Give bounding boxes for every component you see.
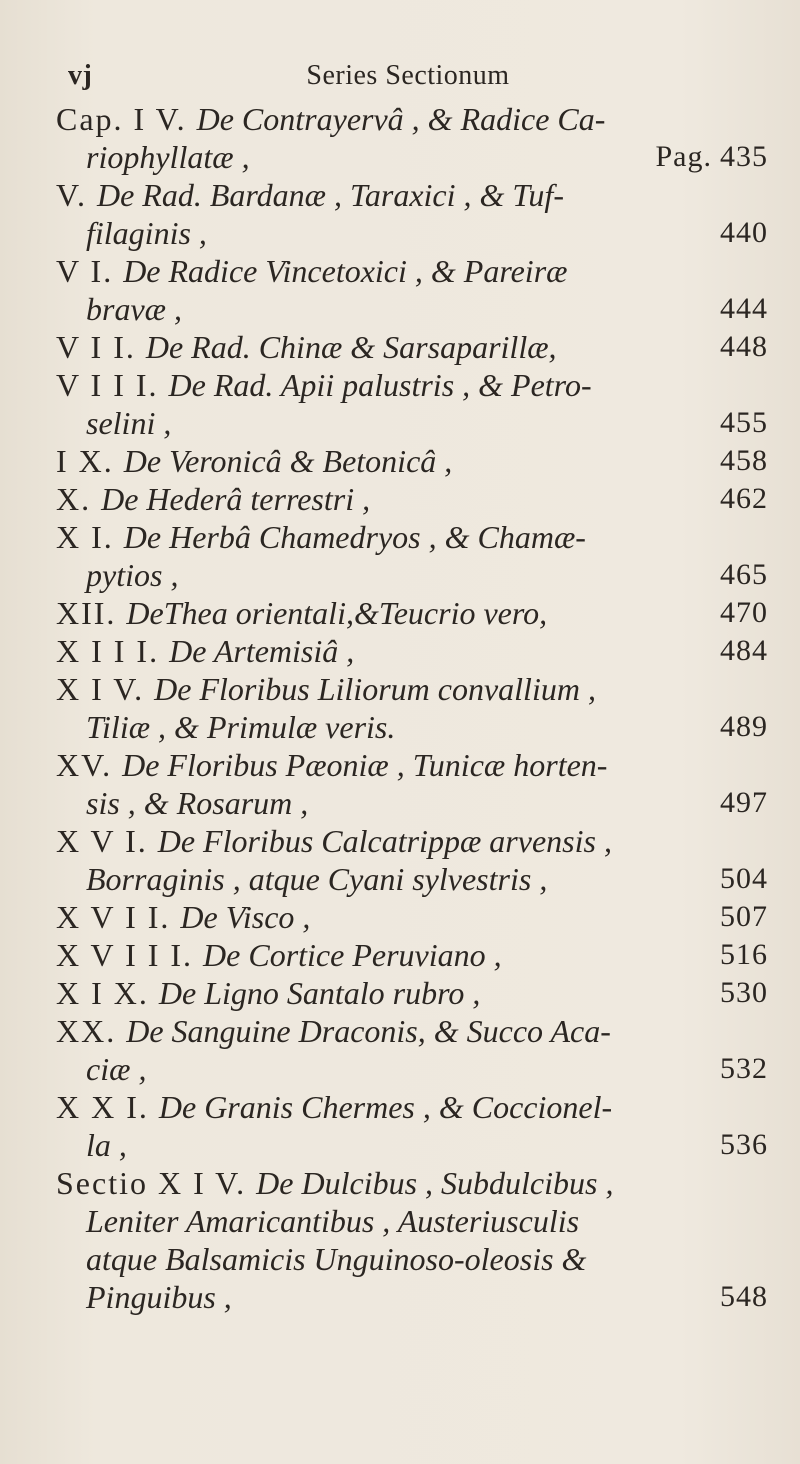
- page-number: 489: [720, 710, 768, 743]
- page-number: 536: [720, 1128, 768, 1161]
- toc-entry-line: [56, 1126, 768, 1164]
- chapter-title: DeThea orientali,&Teucrio vero,: [126, 595, 548, 631]
- page-number: 435: [720, 140, 768, 173]
- page-number: 532: [720, 1052, 768, 1085]
- toc-entry-line: [56, 708, 768, 746]
- chapter-title: selini ,: [86, 405, 172, 441]
- toc-entry: [56, 822, 768, 898]
- chapter-title: sis , & Rosarum ,: [86, 785, 309, 821]
- toc-entry-line: [56, 290, 768, 328]
- toc-entry-line: [56, 1202, 768, 1240]
- toc-entry: [56, 366, 768, 442]
- toc-entry: [56, 252, 768, 328]
- table-of-contents: [56, 100, 768, 1316]
- toc-entry-line: [56, 1240, 768, 1278]
- chapter-title: pytios ,: [86, 557, 179, 593]
- chapter-title: Leniter Amaricantibus , Austeriusculis: [86, 1203, 580, 1239]
- toc-entry-line: [56, 936, 768, 974]
- toc-entry-line: [56, 974, 768, 1012]
- chapter-number: I X.: [56, 443, 114, 479]
- toc-entry-line: [56, 404, 768, 442]
- toc-entry-line: [56, 746, 768, 784]
- page-number: 465: [720, 558, 768, 591]
- chapter-title: Pinguibus ,: [86, 1279, 232, 1315]
- toc-entry-line: [56, 442, 768, 480]
- chapter-number: XII.: [56, 595, 117, 631]
- chapter-title: De Ligno Santalo rubro ,: [158, 975, 481, 1011]
- chapter-title: De Artemisiâ ,: [169, 633, 355, 669]
- chapter-title: filaginis ,: [86, 215, 207, 251]
- page-number: 455: [720, 406, 768, 439]
- page-number: 548: [720, 1280, 768, 1313]
- page-number: 516: [720, 938, 768, 971]
- page-reference: [720, 936, 768, 974]
- toc-entry: [56, 594, 768, 632]
- toc-entry-line: [56, 670, 768, 708]
- chapter-number: X I I I.: [56, 633, 160, 669]
- chapter-number: X.: [56, 481, 92, 517]
- chapter-number: V I I.: [56, 329, 136, 365]
- page-number: 504: [720, 862, 768, 895]
- toc-entry: [56, 1088, 768, 1164]
- toc-entry: [56, 746, 768, 822]
- page-number: 507: [720, 900, 768, 933]
- chapter-number: Sectio X I V.: [56, 1165, 247, 1201]
- page-reference: [720, 480, 768, 518]
- chapter-number: Cap. I V.: [56, 101, 187, 137]
- chapter-title: De Rad. Bardanæ , Taraxici , & Tuf-: [96, 177, 564, 213]
- page-reference: [720, 974, 768, 1012]
- page-number: 470: [720, 596, 768, 629]
- chapter-number: XV.: [56, 747, 113, 783]
- chapter-number: X I V.: [56, 671, 145, 707]
- toc-entry: [56, 974, 768, 1012]
- folio-number: vj: [68, 60, 93, 91]
- toc-entry-line: [56, 1164, 768, 1202]
- chapter-title: De Contrayervâ , & Radice Ca-: [196, 101, 606, 137]
- toc-entry: [56, 100, 768, 176]
- toc-entry: [56, 1164, 768, 1316]
- toc-entry: [56, 1012, 768, 1088]
- page-reference: [720, 1050, 768, 1088]
- chapter-title: De Floribus Calcatrippæ arvensis ,: [157, 823, 612, 859]
- chapter-title: De Veronicâ & Betonicâ ,: [123, 443, 453, 479]
- toc-entry-line: [56, 1088, 768, 1126]
- chapter-title: riophyllatæ ,: [86, 139, 250, 175]
- chapter-number: X V I I.: [56, 899, 171, 935]
- chapter-number: X X I.: [56, 1089, 149, 1125]
- chapter-title: De Herbâ Chamedryos , & Chamæ-: [123, 519, 586, 555]
- toc-entry: [56, 480, 768, 518]
- toc-entry-line: [56, 632, 768, 670]
- page-number: 497: [720, 786, 768, 819]
- chapter-title: De Dulcibus , Subdulcibus ,: [256, 1165, 614, 1201]
- toc-entry-line: [56, 898, 768, 936]
- toc-entry-line: [56, 594, 768, 632]
- page-reference: [720, 404, 768, 442]
- toc-entry: [56, 670, 768, 746]
- page-number: 444: [720, 292, 768, 325]
- chapter-title: De Rad. Chinæ & Sarsaparillæ,: [145, 329, 557, 365]
- page-reference: [720, 328, 768, 366]
- page-reference: [720, 784, 768, 822]
- toc-entry: [56, 328, 768, 366]
- page-number: 484: [720, 634, 768, 667]
- page-reference: [720, 594, 768, 632]
- toc-entry-line: [56, 556, 768, 594]
- page-number: 448: [720, 330, 768, 363]
- toc-entry-line: [56, 100, 768, 138]
- chapter-title: De Hederâ terrestri ,: [101, 481, 371, 517]
- page-reference: [720, 1126, 768, 1164]
- page-number: 462: [720, 482, 768, 515]
- chapter-number: X V I.: [56, 823, 148, 859]
- chapter-title: De Radice Vincetoxici , & Pareiræ: [123, 253, 568, 289]
- toc-entry-line: [56, 1278, 768, 1316]
- chapter-number: XX.: [56, 1013, 117, 1049]
- chapter-title: De Granis Chermes , & Coccionel-: [158, 1089, 613, 1125]
- chapter-number: V.: [56, 177, 87, 213]
- page-reference: [720, 708, 768, 746]
- toc-entry-line: [56, 366, 768, 404]
- toc-entry-line: [56, 518, 768, 556]
- chapter-number: V I I I.: [56, 367, 159, 403]
- running-title: Series Sectionum: [306, 60, 510, 91]
- page-reference: [656, 138, 769, 176]
- page-header: [56, 60, 760, 96]
- chapter-number: X V I I I.: [56, 937, 194, 973]
- page-reference: [720, 556, 768, 594]
- toc-entry-line: [56, 860, 768, 898]
- toc-entry: [56, 442, 768, 480]
- chapter-title: bravæ ,: [86, 291, 182, 327]
- page-reference: [720, 632, 768, 670]
- chapter-title: De Cortice Peruviano ,: [203, 937, 502, 973]
- chapter-title: De Rad. Apii palustris , & Petro-: [168, 367, 592, 403]
- chapter-title: De Visco ,: [180, 899, 311, 935]
- page-reference: [720, 1278, 768, 1316]
- page-number: 440: [720, 216, 768, 249]
- page-reference: [720, 442, 768, 480]
- chapter-title: De Floribus Liliorum convallium ,: [154, 671, 596, 707]
- page-number: 530: [720, 976, 768, 1009]
- toc-entry-line: [56, 176, 768, 214]
- toc-entry-line: [56, 214, 768, 252]
- chapter-number: V I.: [56, 253, 114, 289]
- page-reference: [720, 214, 768, 252]
- chapter-title: Tiliæ , & Primulæ veris.: [86, 709, 396, 745]
- toc-entry-line: [56, 822, 768, 860]
- chapter-title: atque Balsamicis Unguinoso-oleosis &: [86, 1241, 587, 1277]
- toc-entry-line: [56, 1012, 768, 1050]
- toc-entry: [56, 898, 768, 936]
- toc-entry: [56, 936, 768, 974]
- toc-entry-line: [56, 480, 768, 518]
- page-label: Pag.: [655, 140, 712, 173]
- page-reference: [720, 290, 768, 328]
- toc-entry: [56, 632, 768, 670]
- toc-entry: [56, 518, 768, 594]
- chapter-title: De Floribus Pæoniæ , Tunicæ horten-: [122, 747, 608, 783]
- chapter-title: la ,: [86, 1127, 127, 1163]
- page-reference: [720, 898, 768, 936]
- page-number: 458: [720, 444, 768, 477]
- chapter-title: Borraginis , atque Cyani sylvestris ,: [86, 861, 548, 897]
- chapter-number: X I.: [56, 519, 114, 555]
- toc-entry-line: [56, 1050, 768, 1088]
- toc-entry-line: [56, 784, 768, 822]
- chapter-number: X I X.: [56, 975, 149, 1011]
- chapter-title: ciæ ,: [86, 1051, 147, 1087]
- toc-entry-line: [56, 252, 768, 290]
- page-reference: [720, 860, 768, 898]
- toc-entry: [56, 176, 768, 252]
- toc-entry-line: [56, 328, 768, 366]
- chapter-title: De Sanguine Draconis, & Succo Aca-: [126, 1013, 611, 1049]
